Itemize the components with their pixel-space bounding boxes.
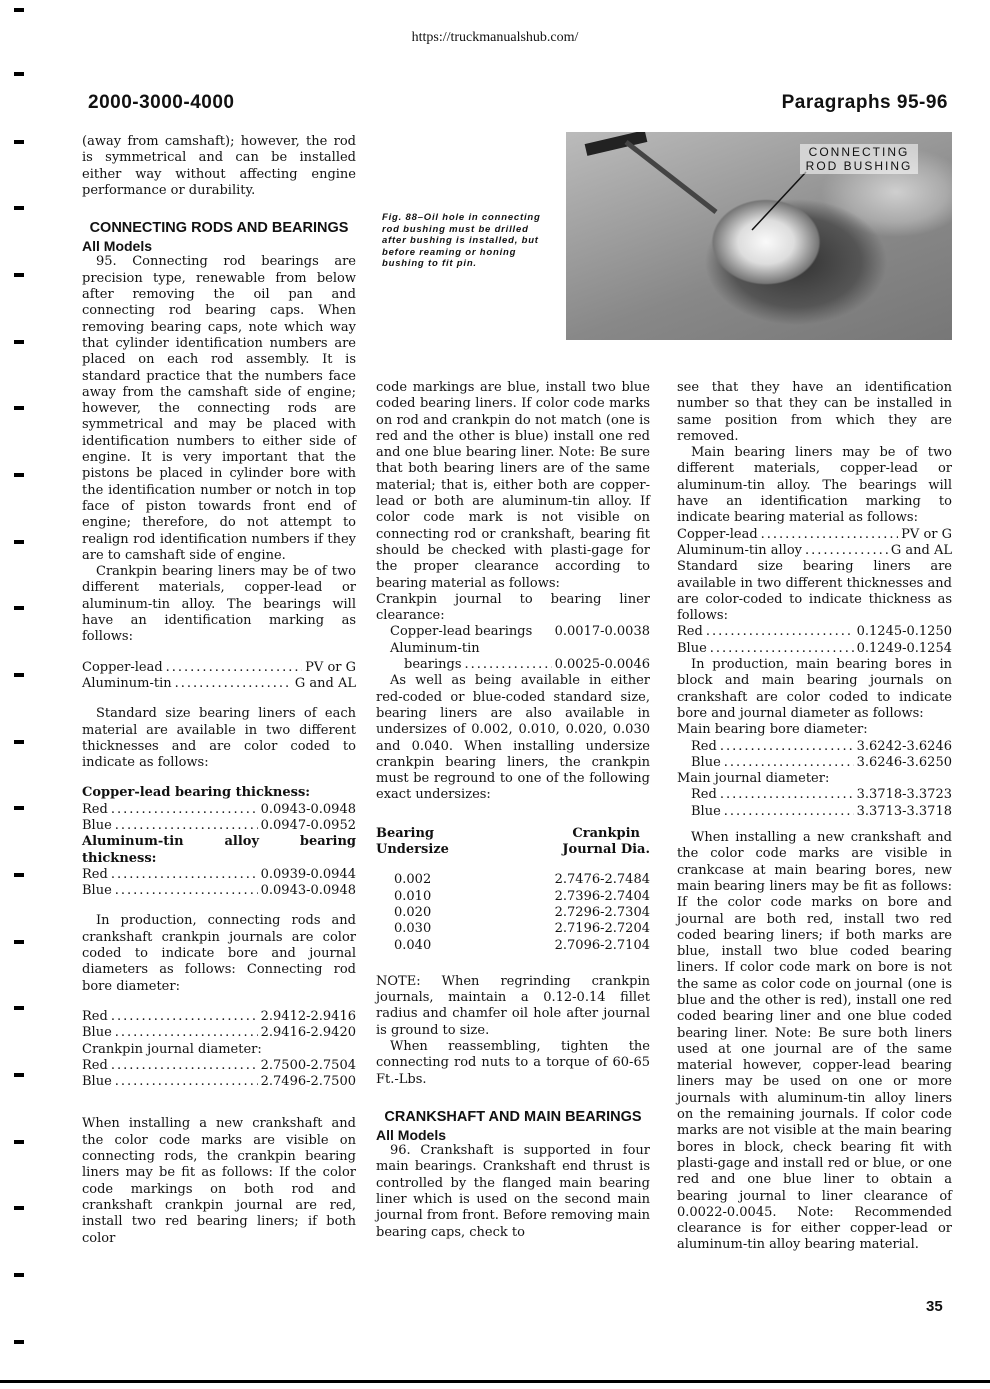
spec-row: Copper-lead ..... PV or G	[82, 660, 356, 676]
spec-row: Red ..... 3.3718-3.3723	[677, 787, 952, 803]
column-2	[376, 380, 650, 1241]
spec-row: Blue ..... 0.1249-0.1254	[677, 641, 952, 657]
binding-mark	[14, 1340, 24, 1344]
paragraph: When installing a new crankshaft and the color code marks are visible in crankcase at main bearing bores, new main bearing liners may be fit as follows: If the color code marks on bore and journal are both red, install two red coded bearing liners; if both marks are blue, install two blue coded bearing liners. If color code mark on bore is not the same as color code on journal (one is blue and the other is red), install one red coded bearing liner and one blue coded bearing liner. Note: Be sure both liners used at one journal are of the same material however, copper-lead bearing liners may be used on one or more journals with aluminum-tin alloy liners on the remaining journals. If color code marks are not visible at the main bearing bores in block, check bearing fit with plasti-gage and install red or blue, or one red and one blue liner to obtain a bearing journal to liner clearance of 0.0022-0.0045. Note: Recommended clearance is for either copper-lead or aluminum-tin alloy bearing material.	[677, 830, 952, 1253]
journal-dia-cell: 2.7096-2.7104	[554, 937, 650, 953]
undersize-cell: 0.020	[394, 904, 432, 920]
section-heading-connecting-rods: CONNECTING RODS AND BEARINGS	[89, 220, 349, 237]
spec-heading: Main bearing bore diameter:	[677, 722, 868, 738]
table-header-cell: Crankpin	[572, 825, 640, 841]
binding-mark	[14, 940, 24, 944]
figure-caption: Fig. 88–Oil hole in connecting rod bushing must be drilled after bushing is installed, but before reaming or honing bushing to fit pin.	[382, 212, 541, 269]
paragraph: As well as being available in either red-coded or blue-coded standard size, bearing liners are also available in undersizes of 0.002, 0.010, 0.020, 0.030 and 0.040. When installing undersize crankpin bearing liners, the crankpin must be reground to one of the following exact undersizes:	[376, 673, 650, 803]
table-row	[376, 872, 650, 888]
spec-heading: Crankpin journal to bearing liner clearance:	[376, 591, 650, 624]
spec-row: Red ..... 0.0939-0.0944	[82, 867, 356, 883]
paragraph: (away from camshaft); however, the rod is symmetrical and can be installed either way without affecting engine performance or durability.	[82, 134, 356, 198]
table-header-cell: Bearing	[376, 825, 435, 841]
spec-row: Red ..... 0.0943-0.0948	[82, 802, 356, 818]
paragraph: When installing a new crankshaft and the color code marks are visible on connecting rods, the crankpin bearing liners may be fit as follows: If the color code markings on both rod and crankshaft crankpin journal are red, install two red bearing liners; if both color	[82, 1116, 356, 1246]
journal-dia-cell: 2.7296-2.7304	[554, 904, 650, 920]
paragraph: When reassembling, tighten the connecting rod nuts to a torque of 60-65 Ft.-Lbs.	[376, 1038, 650, 1087]
spec-row: Blue ..... 2.7496-2.7500	[82, 1074, 356, 1090]
binding-mark	[14, 140, 24, 144]
section-heading-crankshaft: CRANKSHAFT AND MAIN BEARINGS	[384, 1108, 642, 1125]
header-paragraphs: Paragraphs 95-96	[781, 92, 948, 113]
paragraph: code markings are blue, install two blue coded bearing liners. If color code marks on rod and crankpin do not match (one is red and the other is blue) install one red and one blue bearing liner. Note: Be sure that both bearing liners are of the same material; that is, either both are copper-lead or both are aluminum-tin alloy. If color code mark is not visible on connecting rod or crankshaft, bearing fit should be checked with plasti-gage for the proper clearance according to bearing material as follows:	[376, 380, 650, 591]
spec-row: Blue ..... 2.9416-2.9420	[82, 1025, 356, 1041]
spec-heading: Copper-lead bearing thickness:	[82, 785, 311, 801]
binding-mark	[14, 673, 24, 677]
paragraph: Standard size bearing liners are available in two different thicknesses and are color-coded to indicate thickness as follows:	[677, 559, 952, 624]
binding-mark	[14, 72, 24, 76]
binding-mark	[14, 1073, 24, 1077]
table-header-cell: Undersize	[376, 842, 449, 858]
table-row	[376, 905, 650, 921]
subheading-all-models: All Models	[82, 238, 153, 255]
binding-mark	[14, 406, 24, 410]
spec-label: Aluminum-tin	[390, 640, 480, 656]
binding-mark	[14, 1206, 24, 1210]
binding-mark	[14, 873, 24, 877]
binding-mark	[14, 540, 24, 544]
scan-edge-line	[0, 1380, 990, 1383]
paragraph: In production, main bearing bores in block and main bearing journals on crankshaft are color coded to indicate bore and journal diameter as follows:	[677, 657, 952, 721]
paragraph: Standard size bearing liners of each material are available in two different thicknesses and are color coded to indicate as follows:	[82, 706, 356, 771]
spec-row: Blue ..... 3.3713-3.3718	[677, 804, 952, 820]
paragraph: In production, connecting rods and crankshaft crankpin journals are color coded to indicate bore and journal diameters as follows: Connecting rod bore diameter:	[82, 913, 356, 994]
paragraph-95: 95. Connecting rod bearings are precision type, renewable from below after removing the oil pan and connecting rod bearing caps. When removing bearing caps, note which way that cylinder identification numbers are placed on each rod assembly. It is standard practice that the numbers face away from the camshaft side of engine; however, the connecting rods are symmetrical and may be placed with identification numbers to either side of engine. It is very important that the pistons be placed in cylinder bore with the identification number or notch in top face of piston towards front end of engine; therefore, do not attempt to realign rod identification numbers if they are to camshaft side of engine.	[82, 254, 356, 563]
table-header-cell: Journal Dia.	[562, 842, 650, 858]
column-1	[82, 134, 356, 1247]
spec-row: Copper-lead ..... PV or G	[677, 527, 952, 543]
spec-row: Red ..... 3.6242-3.6246	[677, 739, 952, 755]
undersize-table-header	[376, 826, 650, 859]
undersize-cell: 0.040	[394, 937, 432, 953]
undersize-cell: 0.010	[394, 888, 432, 904]
binding-mark	[14, 1140, 24, 1144]
spec-row: Aluminum-tin ..... G and AL	[82, 676, 356, 692]
paragraph: Crankpin bearing liners may be of two different materials, copper-lead or aluminum-tin alloy. The bearings will have an identification marking as follows:	[82, 564, 356, 645]
journal-dia-cell: 2.7396-2.7404	[554, 888, 650, 904]
binding-mark	[14, 473, 24, 477]
binding-mark	[14, 8, 24, 12]
table-row	[376, 889, 650, 905]
binding-mark	[14, 1273, 24, 1277]
undersize-cell: 0.030	[394, 921, 432, 937]
binding-mark	[14, 340, 24, 344]
page-number: 35	[926, 1298, 943, 1315]
spec-row: Copper-lead bearings 0.0017-0.0038	[390, 624, 650, 640]
spec-row: Blue ..... 0.0947-0.0952	[82, 818, 356, 834]
spec-heading: Crankpin journal diameter:	[82, 1041, 262, 1057]
journal-dia-cell: 2.7196-2.7204	[554, 921, 650, 937]
header-models: 2000-3000-4000	[88, 92, 235, 113]
paragraph: Main bearing liners may be of two different materials, copper-lead or aluminum-tin alloy. The bearings will have an identification marking to indicate bearing material as follows:	[677, 445, 952, 526]
spec-row: Blue ..... 3.6246-3.6250	[677, 755, 952, 771]
source-url[interactable]: https://truckmanualshub.com/	[411, 30, 579, 45]
undersize-table	[376, 872, 650, 953]
binding-mark	[14, 606, 24, 610]
table-row	[376, 921, 650, 937]
binding-mark	[14, 1006, 24, 1010]
binding-mark	[14, 806, 24, 810]
subheading-all-models: All Models	[376, 1126, 447, 1143]
journal-dia-cell: 2.7476-2.7484	[554, 872, 650, 888]
connecting-rod-photo	[566, 132, 952, 340]
spec-row: Blue ..... 0.0943-0.0948	[82, 883, 356, 899]
spec-row: Aluminum-tin alloy ..... G and AL	[677, 543, 952, 559]
table-row	[376, 938, 650, 954]
paragraph: see that they have an identification number so that they can be installed in same position from which they are removed.	[677, 380, 952, 444]
spec-heading: Main journal diameter:	[677, 771, 830, 787]
undersize-cell: 0.002	[394, 872, 432, 888]
paragraph: NOTE: When regrinding crankpin journals, maintain a 0.12-0.14 fillet radius and chamfer oil hole after journal is ground to size.	[376, 973, 650, 1038]
spec-heading: Aluminum-tin alloy bearing thickness:	[82, 834, 356, 866]
spec-row: Red ..... 2.9412-2.9416	[82, 1009, 356, 1025]
spec-row: bearings ..... 0.0025-0.0046	[376, 657, 650, 673]
binding-mark	[14, 740, 24, 744]
binding-mark	[14, 206, 24, 210]
binding-mark	[14, 273, 24, 277]
photo-label: CONNECTING ROD BUSHING	[800, 144, 918, 174]
paragraph-96: 96. Crankshaft is supported in four main bearings. Crankshaft end thrust is controlled by the flanged main bearing liner which is used on the second main journal from front. Before removing main bearing caps, check to	[376, 1143, 650, 1240]
spec-row: Red ..... 2.7500-2.7504	[82, 1058, 356, 1074]
column-3	[677, 380, 952, 1254]
spec-row: Red ..... 0.1245-0.1250	[677, 624, 952, 640]
